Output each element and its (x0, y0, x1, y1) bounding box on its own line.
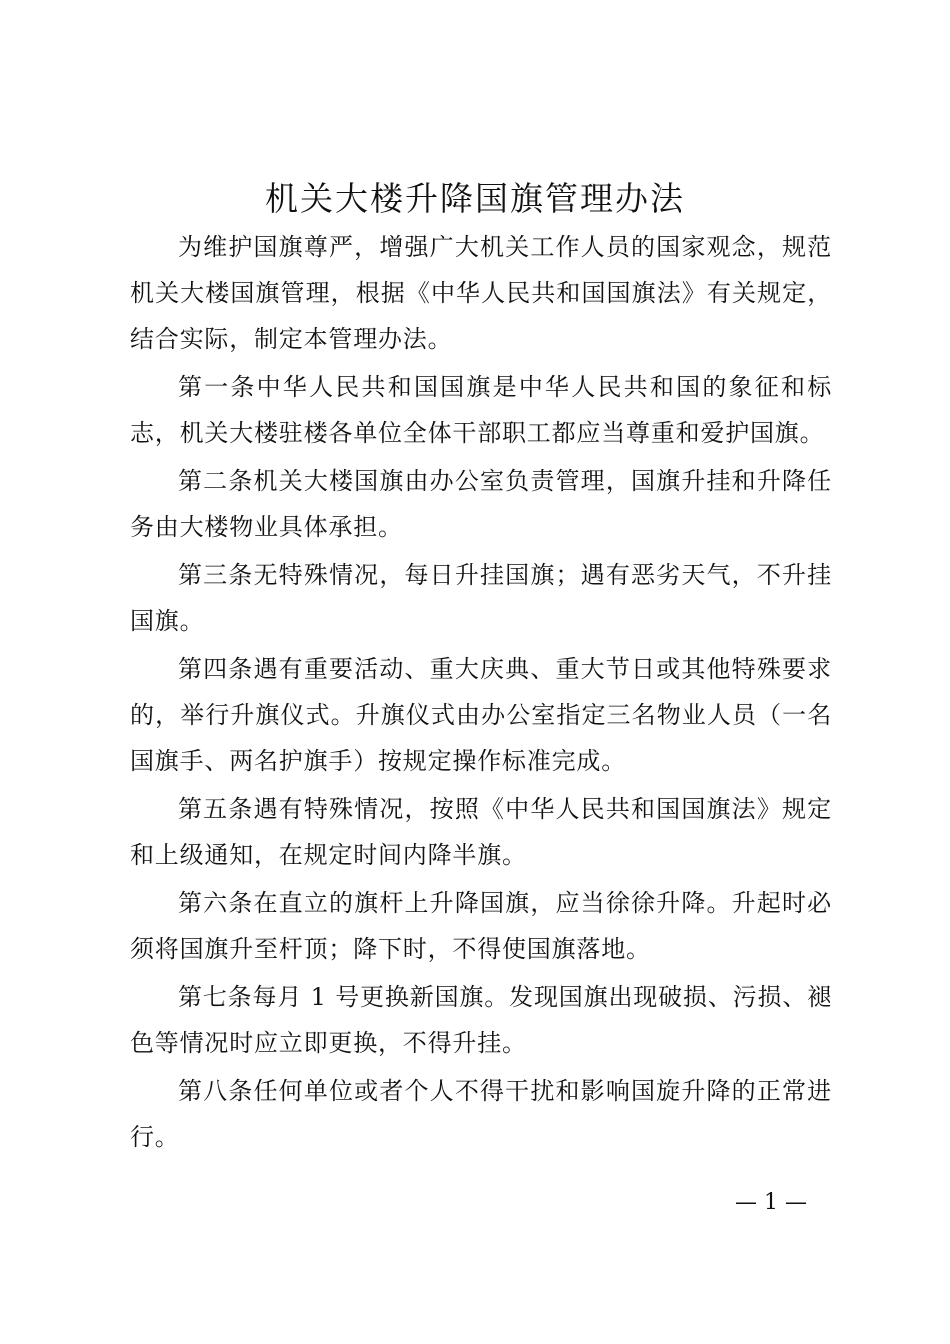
document-title: 机关大楼升降国旗管理办法 (265, 179, 685, 218)
paragraph-article-3: 第三条无特殊情况，每日升挂国旗；遇有恶劣天气，不升挂国旗。 (130, 561, 832, 635)
document-body (130, 224, 832, 1162)
paragraph-article-1: 第一条中华人民共和国国旗是中华人民共和国的象征和标志，机关大楼驻楼各单位全体干部职工都应当尊重和爱护国旗。 (130, 373, 832, 447)
paragraph-article-5: 第五条遇有特殊情况，按照《中华人民共和国国旗法》规定和上级通知，在规定时间内降半旗。 (130, 795, 832, 869)
paragraph-article-8: 第八条任何单位或者个人不得干扰和影响国旋升降的正常进行。 (130, 1077, 832, 1151)
paragraph-article-4: 第四条遇有重要活动、重大庆典、重大节日或其他特殊要求的，举行升旗仪式。升旗仪式由办公室指定三名物业人员（一名国旗手、两名护旗手）按规定操作标准完成。 (130, 655, 832, 775)
paragraph-article-7: 第七条每月 1 号更换新国旗。发现国旗出现破损、污损、褪色等情况时应立即更换，不得升挂。 (130, 983, 832, 1057)
page-number: — 1 — (735, 1190, 807, 1215)
paragraph-preamble: 为维护国旗尊严，增强广大机关工作人员的国家观念，规范机关大楼国旗管理，根据《中华人民共和国国旗法》有关规定，结合实际，制定本管理办法。 (130, 233, 832, 353)
paragraph-article-6: 第六条在直立的旗杆上升降国旗，应当徐徐升降。升起时必须将国旗升至杆顶；降下时，不得使国旗落地。 (130, 889, 832, 963)
paragraph-article-2: 第二条机关大楼国旗由办公室负责管理，国旗升挂和升降任务由大楼物业具体承担。 (130, 467, 832, 541)
